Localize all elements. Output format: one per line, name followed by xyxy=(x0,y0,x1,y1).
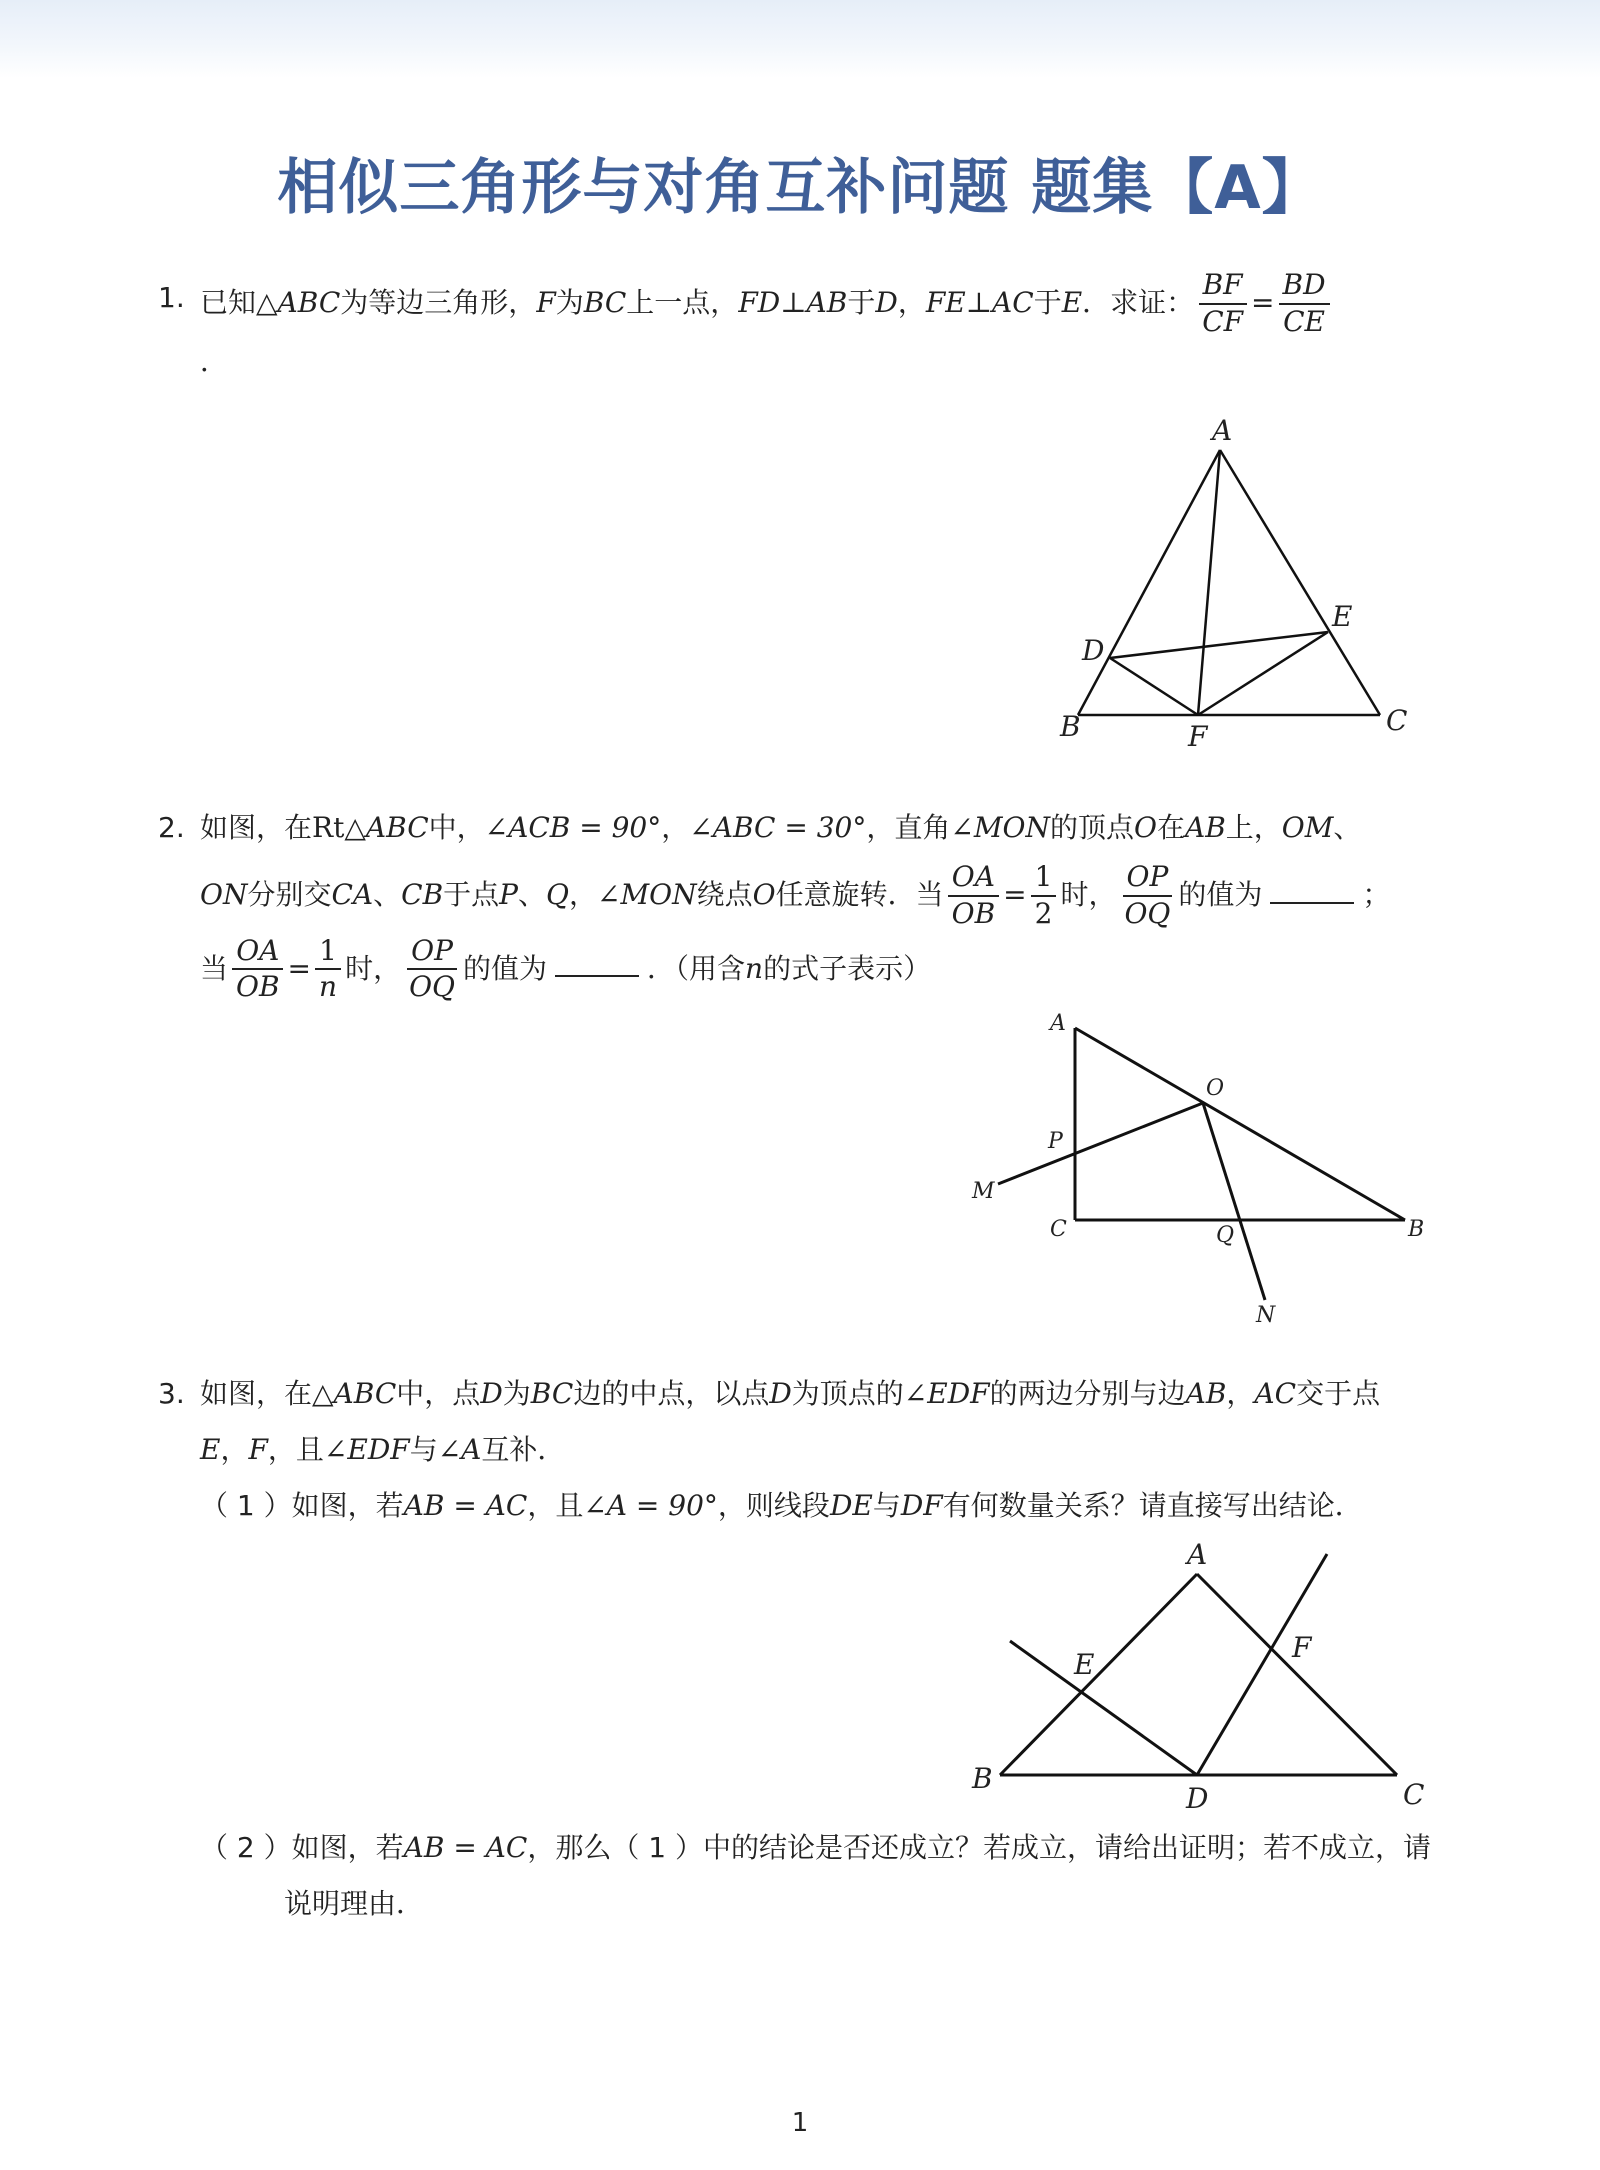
fraction: $\frac{BD}{CE}$ xyxy=(1279,270,1330,338)
triangle-diagram xyxy=(1050,410,1430,753)
ray-de xyxy=(1010,1641,1197,1775)
math: ⊥ xyxy=(965,285,993,319)
question-text: ． xyxy=(200,344,229,378)
label-b: B xyxy=(1060,710,1081,743)
question-text: 如图，在△ABC中，点D为BC边的中点，以点D为顶点的∠EDF的两边分别与边AB，AC交于点 xyxy=(200,1377,1381,1410)
math: F xyxy=(536,285,556,319)
right-triangle-diagram xyxy=(960,1010,1440,1340)
label-c: C xyxy=(1386,704,1408,737)
label-c: C xyxy=(1050,1217,1067,1242)
text: 于 xyxy=(1033,285,1062,319)
figure-1 xyxy=(1050,410,1430,754)
segment-ab xyxy=(1000,1574,1197,1775)
page-number: 1 xyxy=(791,2108,809,2138)
label-n: N xyxy=(1256,1303,1276,1328)
math: FD xyxy=(738,285,781,319)
label-a: A xyxy=(1212,414,1233,447)
label-o: O xyxy=(1206,1076,1225,1101)
question-text: 说明理由． xyxy=(284,1887,425,1920)
label-e: E xyxy=(1332,600,1353,633)
text: 已知△ xyxy=(200,285,278,319)
question-text: E，F，且∠EDF与∠A互补． xyxy=(200,1433,566,1466)
question-2 xyxy=(158,800,1448,1003)
label-b: B xyxy=(1408,1217,1425,1242)
label-q: Q xyxy=(1216,1223,1235,1248)
question-text: （ 2 ）如图，若AB = AC，那么（ 1 ）中的结论是否还成立？若成立，请给出证明；若不成立，请 xyxy=(200,1831,1431,1864)
label-e: E xyxy=(1074,1648,1095,1681)
math: ABC xyxy=(277,285,341,319)
question-text: ON分别交CA、CB于点P、Q，∠MON绕点O任意旋转．当 $\frac{OA}{OB}$ = $\frac{1}{2}$ 时， $\frac{OP}{OQ}$ 的值为 ； xyxy=(200,860,1391,930)
figure-3 xyxy=(960,1530,1440,1834)
math: BC xyxy=(583,285,627,319)
question-1 xyxy=(158,270,1448,390)
label-d: D xyxy=(1186,1782,1209,1815)
fraction: $\frac{OA}{OB}$ xyxy=(948,862,1000,930)
fraction: $\frac{1}{n}$ xyxy=(315,936,341,1004)
sub-question-1: （ 1 ）如图，若AB = AC，且∠A = 90°，则线段DE与DF有何数量关系？请直接写出结论． xyxy=(200,1489,1363,1522)
fraction: $\frac{1}{2}$ xyxy=(1031,862,1057,930)
label-f: F xyxy=(1188,720,1208,753)
math: AB xyxy=(806,285,848,319)
label-b: B xyxy=(972,1762,993,1795)
math: = xyxy=(1251,285,1275,319)
fraction: $\frac{OP}{OQ}$ xyxy=(1124,860,1171,930)
text: 为等边三角形， xyxy=(340,285,537,319)
label-a: A xyxy=(1187,1538,1208,1571)
label-c: C xyxy=(1403,1778,1425,1811)
segment-ab xyxy=(1078,450,1220,715)
question-3 xyxy=(158,1366,1448,1534)
label-d: D xyxy=(1082,634,1105,667)
fraction: $\frac{BF}{CF}$ xyxy=(1198,270,1247,338)
figure-2 xyxy=(960,1010,1440,1344)
answer-blank[interactable] xyxy=(555,955,639,977)
segment-ac xyxy=(1220,450,1380,715)
text: 于 xyxy=(847,285,876,319)
fraction: $\frac{OP}{OQ}$ xyxy=(409,933,455,1004)
text: 上一点， xyxy=(626,285,739,319)
fraction: $\frac{OA}{OB}$ xyxy=(232,936,284,1004)
sub-question-2 xyxy=(158,1820,1448,1932)
label-f: F xyxy=(1292,1631,1312,1664)
triangle-angle-diagram xyxy=(960,1530,1440,1830)
page-title: 相似三角形与对角互补问题 题集【A】 xyxy=(277,153,1323,223)
math: FE xyxy=(925,285,966,319)
question-number: 3. xyxy=(158,1377,185,1410)
text: ．求证： xyxy=(1082,285,1195,319)
ray-df xyxy=(1197,1554,1327,1775)
segment-df xyxy=(1110,658,1198,715)
segment-ab xyxy=(1075,1028,1405,1220)
text: ， xyxy=(897,285,926,319)
math: ⊥ xyxy=(780,285,807,319)
question-text: 当 $\frac{OA}{OB}$ = $\frac{1}{n}$ 时， $\frac{OP}{OQ}$ 的值为 ．（用含n的式子表示） xyxy=(200,933,932,1004)
question-number: 2. xyxy=(158,811,185,844)
answer-blank[interactable] xyxy=(1270,882,1354,904)
label-m: M xyxy=(972,1179,995,1204)
ray-om xyxy=(998,1103,1203,1184)
label-a: A xyxy=(1050,1011,1066,1036)
math: AC xyxy=(992,285,1034,319)
question-number: 1. xyxy=(158,281,185,314)
label-p: P xyxy=(1048,1129,1063,1154)
math: E xyxy=(1061,285,1083,319)
math: D xyxy=(875,285,898,319)
question-text xyxy=(158,270,1448,338)
header-band xyxy=(0,0,1600,78)
question-text: 如图，在Rt△ABC中，∠ACB = 90°，∠ABC = 30°，直角∠MON的顶点O在AB上，OM、 xyxy=(200,811,1362,844)
segment-af xyxy=(1198,450,1220,715)
text: 为 xyxy=(555,285,584,319)
